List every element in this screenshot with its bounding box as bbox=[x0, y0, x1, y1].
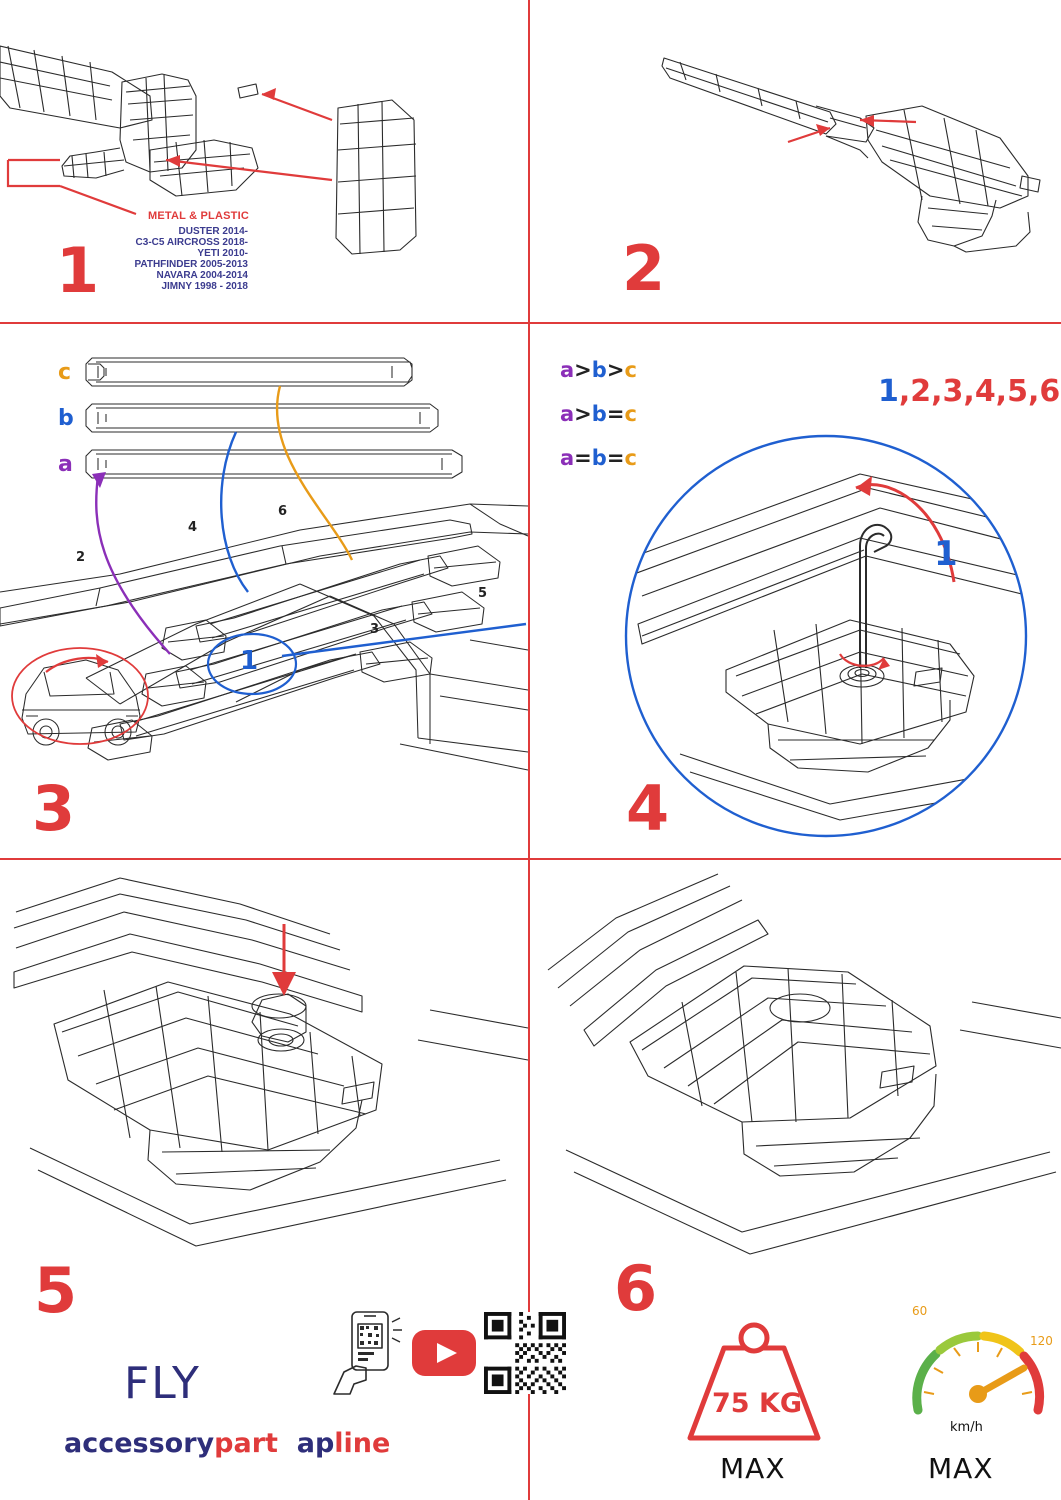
formula-b: b bbox=[591, 446, 607, 470]
formula-op: = bbox=[606, 446, 625, 470]
panel-step-2 bbox=[530, 0, 1061, 322]
bar-label-b: b bbox=[58, 406, 74, 431]
mark-number-6: 6 bbox=[278, 504, 288, 519]
note-line: YETI 2010- bbox=[197, 248, 248, 259]
note-line: JIMNY 1998 - 2018 bbox=[161, 281, 248, 292]
panel-step-5 bbox=[0, 860, 528, 1500]
phone-scan-icon bbox=[330, 1308, 410, 1398]
formula-a: a bbox=[560, 446, 575, 470]
brand-line: line bbox=[334, 1428, 391, 1459]
callout-number-step4: 1 bbox=[934, 534, 958, 574]
formula-c: c bbox=[624, 358, 637, 382]
panel-step-3 bbox=[0, 324, 528, 858]
sequence-first: 1 bbox=[878, 374, 899, 409]
weight-limit-value: 75 KG bbox=[712, 1388, 803, 1419]
mark-number-4: 4 bbox=[188, 520, 198, 535]
formula-a: a bbox=[560, 402, 575, 426]
mark-number-2: 2 bbox=[76, 550, 86, 565]
step-number-4: 4 bbox=[626, 772, 669, 845]
mark-number-5: 5 bbox=[478, 586, 488, 601]
step-number-5: 5 bbox=[34, 1254, 77, 1327]
step-3-illustration bbox=[0, 324, 528, 858]
speed-limit-icon bbox=[898, 1310, 1058, 1438]
bar-label-c: c bbox=[58, 360, 72, 385]
step-number-1: 1 bbox=[56, 234, 99, 307]
formula-op: = bbox=[606, 402, 625, 426]
step-1-note-list bbox=[0, 226, 248, 292]
note-line: PATHFINDER 2005-2013 bbox=[134, 259, 248, 270]
note-line: DUSTER 2014- bbox=[178, 226, 248, 237]
brand-subline bbox=[64, 1428, 390, 1459]
panel-step-4 bbox=[530, 324, 1061, 858]
bar-label-a: a bbox=[58, 452, 73, 477]
weight-max-label: MAX bbox=[720, 1452, 786, 1485]
formula-op: > bbox=[606, 358, 625, 382]
brand-ap: ap bbox=[296, 1428, 335, 1459]
mark-number-3: 3 bbox=[370, 622, 380, 637]
formula-c: c bbox=[624, 446, 637, 470]
youtube-icon[interactable] bbox=[412, 1330, 476, 1376]
step-6-illustration bbox=[530, 860, 1061, 1290]
note-line: NAVARA 2004-2014 bbox=[156, 270, 248, 281]
step-number-3: 3 bbox=[32, 772, 75, 845]
panel-step-1 bbox=[0, 0, 528, 322]
speed-max-label: MAX bbox=[928, 1452, 994, 1485]
brand-accessory: accessory bbox=[64, 1428, 215, 1459]
step-1-note-title: METAL & PLASTIC bbox=[148, 210, 249, 222]
speed-unit-label: km/h bbox=[950, 1420, 983, 1435]
step-5-illustration bbox=[0, 860, 528, 1330]
step-4-sequence bbox=[878, 374, 1060, 409]
formula-op: > bbox=[574, 358, 592, 382]
gauge-max-label: 120 bbox=[1030, 1334, 1053, 1348]
sequence-rest: ,2,3,4,5,6 bbox=[898, 374, 1061, 409]
weight-limit-icon bbox=[678, 1314, 830, 1446]
step-number-2: 2 bbox=[622, 232, 665, 305]
step-number-6: 6 bbox=[614, 1252, 657, 1325]
gauge-min-label: 60 bbox=[912, 1304, 928, 1318]
formula-op: > bbox=[574, 402, 592, 426]
formula-b: b bbox=[591, 402, 607, 426]
brand-fly: FLY bbox=[124, 1358, 201, 1409]
panel-step-6 bbox=[530, 860, 1061, 1500]
brand-part: part bbox=[214, 1428, 278, 1459]
formula-a: a bbox=[560, 358, 575, 382]
callout-number-step3: 1 bbox=[240, 646, 259, 676]
step-2-illustration bbox=[530, 0, 1061, 322]
formula-c: c bbox=[624, 402, 637, 426]
formula-b: b bbox=[591, 358, 607, 382]
note-line: C3-C5 AIRCROSS 2018- bbox=[135, 237, 248, 248]
formula-op: = bbox=[574, 446, 592, 470]
